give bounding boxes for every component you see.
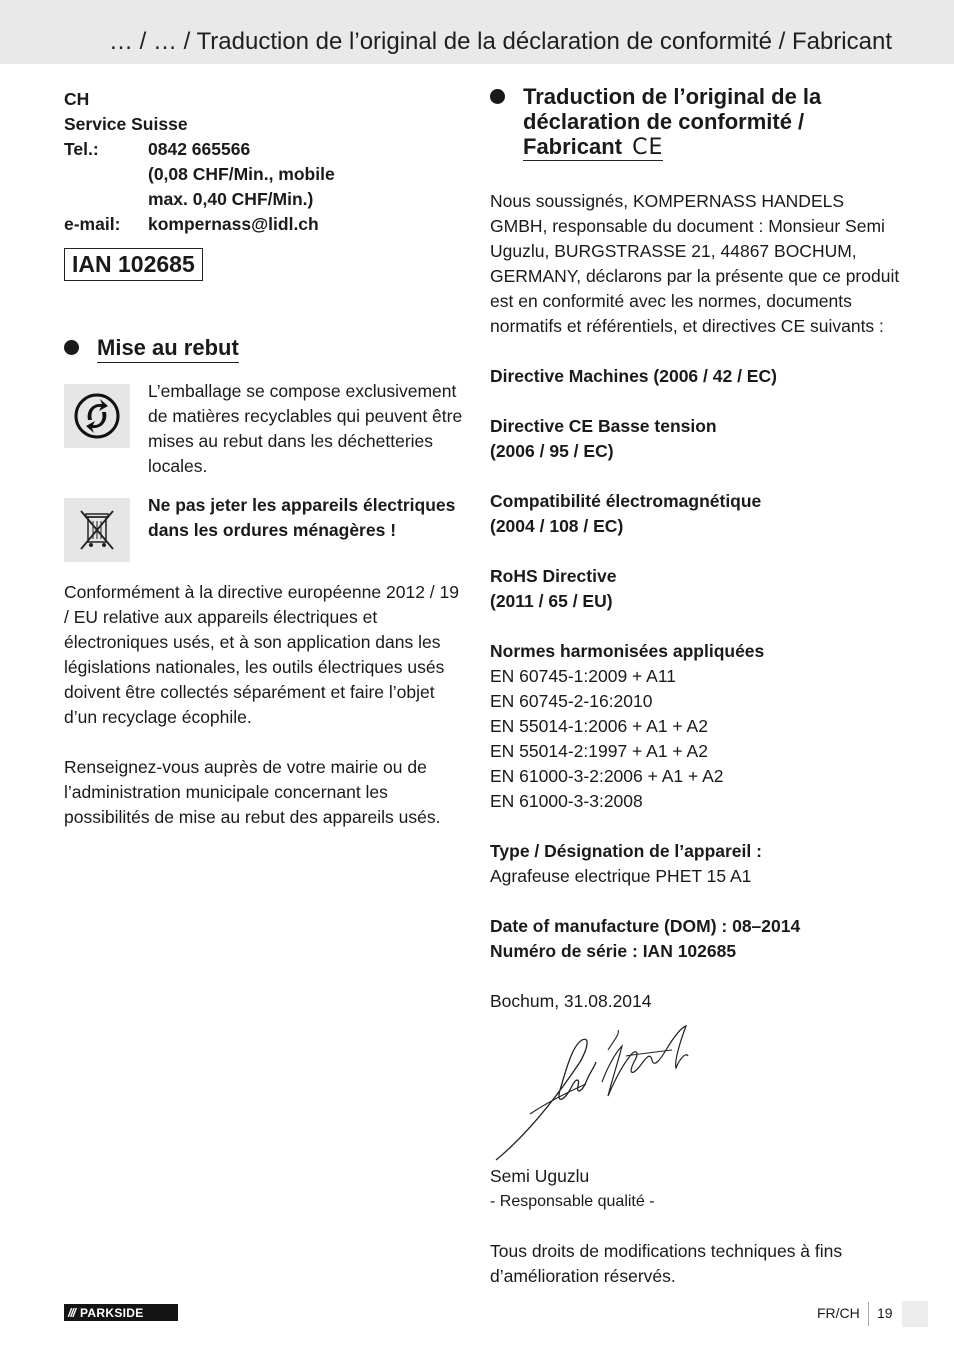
- heading-line: Fabricant: [523, 134, 623, 159]
- tel-line: max. 0,40 CHF/Min.): [148, 189, 314, 209]
- page-header: [0, 0, 954, 64]
- norm-item: EN 61000-3-3:2008: [490, 791, 643, 811]
- type-value: Agrafeuse electrique PHET 15 A1: [490, 866, 752, 886]
- type-label: Type / Désignation de l’appareil :: [490, 841, 762, 861]
- footer-tab: [902, 1301, 928, 1327]
- dom-line: Date of manufacture (DOM) : 08–2014: [490, 916, 801, 936]
- signer-role: - Responsable qualité -: [490, 1193, 655, 1210]
- heading-line: Traduction de l’original de la: [523, 84, 822, 109]
- recycling-icon: [64, 384, 130, 448]
- directive-line: (2011 / 65 / EU): [490, 591, 613, 611]
- footer-language: FR/CH: [817, 1305, 860, 1321]
- norm-item: EN 60745-2-16:2010: [490, 691, 653, 711]
- logo-slashes: ///: [68, 1305, 76, 1320]
- directive-low-voltage: [490, 414, 900, 464]
- contact-email-row: [64, 212, 464, 237]
- contact-service: Service Suisse: [64, 114, 188, 134]
- heading-line-last: [523, 134, 663, 161]
- page-number: 19: [877, 1305, 893, 1321]
- logo-text: PARKSIDE: [80, 1305, 144, 1320]
- tel-line: (0,08 CHF/Min., mobile: [148, 164, 335, 184]
- directive-line: Compatibilité électromagnétique: [490, 491, 762, 511]
- recycle-text: L’emballage se compose exclusivement de matières recyclables qui peuvent être mises au rebut dans les déchetteries locales.: [148, 381, 463, 476]
- footer-divider: [868, 1302, 869, 1326]
- directive-line: RoHS Directive: [490, 566, 617, 586]
- header-title: … / … / Traduction de l’original de la déclaration de conformité / Fabricant: [108, 28, 892, 55]
- manufacture-block: [490, 914, 900, 964]
- contact-tel-row: [64, 137, 464, 212]
- directive-emc: [490, 489, 900, 539]
- serial-line: Numéro de série : IAN 102685: [490, 941, 737, 961]
- email-value: kompernass@lidl.ch: [148, 214, 319, 234]
- norm-item: EN 55014-1:2006 + A1 + A2: [490, 716, 708, 736]
- footnote: Tous droits de modifications techniques à fins d’amélioration réservés.: [490, 1241, 843, 1286]
- signature-icon: [490, 1022, 690, 1164]
- contact-country: CH: [64, 89, 90, 109]
- norms-heading: Normes harmonisées appliquées: [490, 641, 765, 661]
- norm-item: EN 60745-1:2009 + A11: [490, 666, 677, 686]
- norm-item: EN 55014-2:1997 + A1 + A2: [490, 741, 708, 761]
- norms-block: [490, 639, 900, 814]
- type-block: [490, 839, 900, 889]
- left-column: [64, 87, 464, 830]
- recycle-row: [64, 379, 464, 479]
- disposal-paragraph: Conformément à la directive européenne 2012 / 19 / EU relative aux appareils électriques et électroniques usés, et à son application dans les législations nationales, les outils électriques usés doivent être collectés séparément et faire l’objet d’un recyclage écophile.: [64, 582, 459, 727]
- declaration-heading: [490, 84, 900, 161]
- bullet-icon: [64, 340, 79, 355]
- directive-line: (2004 / 108 / EC): [490, 516, 624, 536]
- tel-label: Tel.:: [64, 139, 99, 159]
- ian-box: IAN 102685: [64, 248, 203, 281]
- directive-line: Directive CE Basse tension: [490, 416, 717, 436]
- weee-text: Ne pas jeter les appareils électriques dans les ordures ménagères !: [148, 495, 456, 540]
- parkside-logo: [64, 1304, 178, 1321]
- email-label: e-mail:: [64, 214, 121, 234]
- bullet-icon: [490, 89, 505, 104]
- tel-value: [148, 137, 464, 212]
- disposal-heading-text: Mise au rebut: [97, 335, 239, 363]
- disposal-paragraph: Renseignez-vous auprès de votre mairie ou de l’administration municipale concernant les possibilités de mise au rebut des appareils usés.: [64, 757, 441, 827]
- disposal-heading: [64, 335, 464, 363]
- declaration-intro: Nous soussignés, KOMPERNASS HANDELS GMBH, responsable du document : Monsieur Semi Uguzlu, BURGSTRASSE 21, 44867 BOCHUM, GERMANY, déclarons par la présente que ce produit est en conformité avec les normes, documents normatifs et référentiels, et directives CE suivants :: [490, 191, 900, 336]
- crossed-bin-icon: [64, 498, 130, 562]
- directive-machines: Directive Machines (2006 / 42 / EC): [490, 366, 777, 386]
- signer-name: Semi Uguzlu: [490, 1166, 590, 1186]
- tel-line: 0842 665566: [148, 139, 251, 159]
- declaration-heading-lines: [523, 84, 821, 161]
- norm-item: EN 61000-3-2:2006 + A1 + A2: [490, 766, 724, 786]
- directive-line: (2006 / 95 / EC): [490, 441, 614, 461]
- directive-rohs: [490, 564, 900, 614]
- ce-mark-icon: CE: [632, 135, 664, 160]
- weee-row: [64, 493, 464, 562]
- heading-line: déclaration de conformité /: [523, 109, 805, 134]
- place-date: Bochum, 31.08.2014: [490, 991, 652, 1011]
